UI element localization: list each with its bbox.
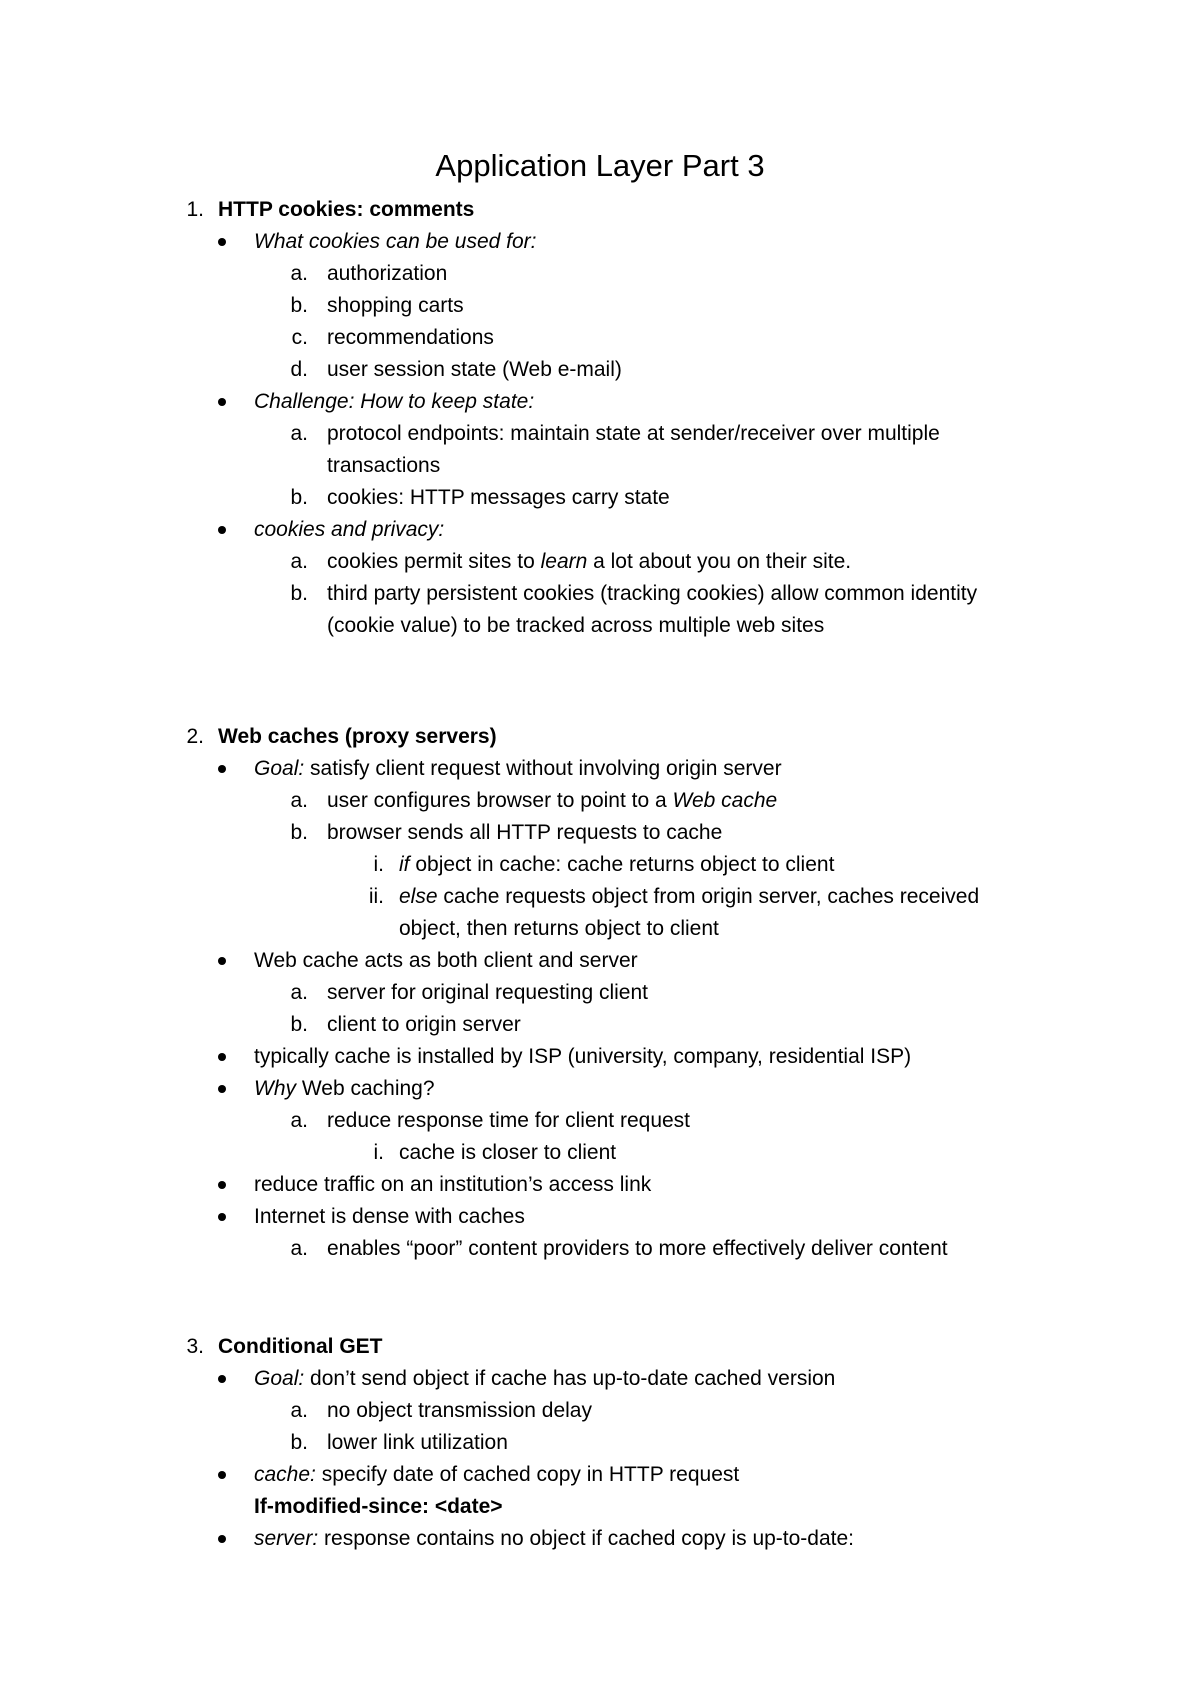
list-item-text: user configures browser to point to a Web cache: [327, 789, 778, 812]
list-item-text: typically cache is installed by ISP (university, company, residential ISP): [254, 1045, 912, 1068]
section-number: 3.: [186, 1335, 204, 1358]
bullet-icon: [218, 957, 226, 965]
list-item-text: What cookies can be used for:: [254, 230, 537, 253]
list-item-text: third party persistent cookies (tracking cookies) allow common identity: [327, 582, 978, 605]
bullet-icon: [218, 526, 226, 534]
list-marker: i.: [373, 853, 384, 876]
list-item-text: cookies permit sites to learn a lot about you on their site.: [327, 550, 852, 573]
list-item-text: Web cache acts as both client and server: [254, 949, 638, 972]
list-marker: a.: [290, 422, 308, 445]
list-item-text: user session state (Web e-mail): [327, 358, 622, 381]
list-item-text: transactions: [327, 454, 441, 477]
list-item-text: server for original requesting client: [327, 981, 648, 1004]
list-item-text: browser sends all HTTP requests to cache: [327, 821, 723, 844]
list-marker: a.: [290, 262, 308, 285]
list-marker: a.: [290, 1399, 308, 1422]
list-marker: b.: [290, 294, 308, 317]
list-item-text: Goal: satisfy client request without involving origin server: [254, 757, 782, 780]
bullet-icon: [218, 1535, 226, 1543]
list-item-text: lower link utilization: [327, 1431, 508, 1454]
list-marker: ii.: [368, 885, 384, 908]
list-item-text: Challenge: How to keep state:: [254, 390, 535, 413]
list-item-text: (cookie value) to be tracked across multiple web sites: [327, 614, 825, 637]
list-item-text: reduce response time for client request: [327, 1109, 691, 1132]
list-item-text: cookies: HTTP messages carry state: [327, 486, 670, 509]
bullet-icon: [218, 1471, 226, 1479]
list-marker: a.: [290, 550, 308, 573]
section-title: Web caches (proxy servers): [218, 725, 497, 748]
bullet-icon: [218, 398, 226, 406]
bullet-icon: [218, 1085, 226, 1093]
list-item-text: protocol endpoints: maintain state at sender/receiver over multiple: [327, 422, 940, 445]
bullet-icon: [218, 238, 226, 246]
list-item-text: cookies and privacy:: [254, 518, 445, 541]
list-item-text: client to origin server: [327, 1013, 521, 1036]
list-marker: b.: [290, 582, 308, 605]
list-item-text: if object in cache: cache returns object to client: [399, 853, 835, 876]
bullet-icon: [218, 1181, 226, 1189]
list-item-text: cache is closer to client: [399, 1141, 617, 1164]
section-title: Conditional GET: [218, 1335, 383, 1358]
list-item-text: object, then returns object to client: [399, 917, 719, 940]
bullet-icon: [218, 1213, 226, 1221]
list-item-text: authorization: [327, 262, 448, 285]
list-item-text: reduce traffic on an institution’s access link: [254, 1173, 652, 1196]
header-example: If-modified-since: <date>: [254, 1495, 503, 1518]
list-item-text: shopping carts: [327, 294, 464, 317]
list-item-text: enables “poor” content providers to more effectively deliver content: [327, 1237, 948, 1260]
page-title: Application Layer Part 3: [435, 148, 765, 183]
list-item-text: cache: specify date of cached copy in HTTP request: [254, 1463, 740, 1486]
bullet-icon: [218, 1375, 226, 1383]
list-item-text: recommendations: [327, 326, 494, 349]
list-item-text: no object transmission delay: [327, 1399, 592, 1422]
list-marker: a.: [290, 981, 308, 1004]
list-marker: b.: [290, 1013, 308, 1036]
bullet-icon: [218, 1053, 226, 1061]
bullet-icon: [218, 765, 226, 773]
section-title: HTTP cookies: comments: [218, 198, 475, 221]
list-marker: b.: [290, 821, 308, 844]
list-marker: c.: [291, 326, 308, 349]
list-marker: b.: [290, 486, 308, 509]
list-marker: i.: [373, 1141, 384, 1164]
section-number: 2.: [186, 725, 204, 748]
list-item-text: else cache requests object from origin server, caches received: [399, 885, 980, 908]
list-marker: b.: [290, 1431, 308, 1454]
list-marker: a.: [290, 1109, 308, 1132]
list-item-text: Goal: don’t send object if cache has up-to-date cached version: [254, 1367, 836, 1390]
list-marker: d.: [290, 358, 308, 381]
list-marker: a.: [290, 1237, 308, 1260]
list-item-text: Why Web caching?: [254, 1077, 435, 1100]
list-item-text: server: response contains no object if cached copy is up-to-date:: [254, 1527, 855, 1550]
list-item-text: Internet is dense with caches: [254, 1205, 525, 1228]
section-number: 1.: [186, 198, 204, 221]
list-marker: a.: [290, 789, 308, 812]
